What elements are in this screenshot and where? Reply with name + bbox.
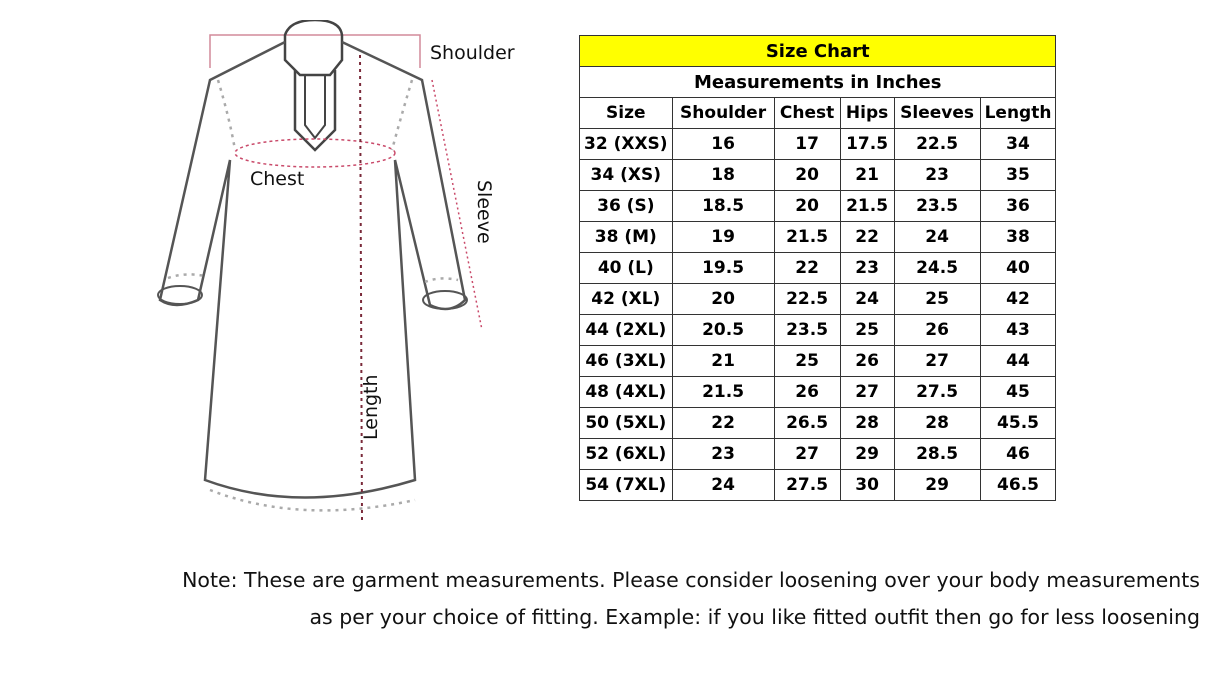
size-chart-table <box>579 35 1056 501</box>
sleeve-label: Sleeve <box>473 180 495 244</box>
measurement-cell: 29 <box>840 439 894 470</box>
size-cell: 48 (4XL) <box>580 377 673 408</box>
fitting-note <box>40 562 1200 636</box>
length-label: Length <box>360 374 382 440</box>
measurement-cell: 22 <box>672 408 774 439</box>
measurement-cell: 43 <box>980 315 1056 346</box>
measurement-cell: 22.5 <box>894 129 980 160</box>
measurement-cell: 20 <box>774 160 840 191</box>
measurement-cell: 17.5 <box>840 129 894 160</box>
measurement-cell: 26 <box>894 315 980 346</box>
size-cell: 54 (7XL) <box>580 470 673 501</box>
column-header: Hips <box>840 98 894 129</box>
note-line-1: Note: These are garment measurements. Please consider loosening over your body measurements <box>182 568 1200 592</box>
measurement-cell: 40 <box>980 253 1056 284</box>
measurement-cell: 44 <box>980 346 1056 377</box>
measurement-cell: 21 <box>672 346 774 377</box>
table-row <box>580 160 1056 191</box>
measurement-cell: 45.5 <box>980 408 1056 439</box>
measurement-cell: 24 <box>840 284 894 315</box>
measurement-cell: 24.5 <box>894 253 980 284</box>
measurement-cell: 38 <box>980 222 1056 253</box>
table-title-row <box>580 36 1056 67</box>
table-title: Size Chart <box>580 36 1056 67</box>
table-row <box>580 253 1056 284</box>
table-row <box>580 222 1056 253</box>
table-row <box>580 377 1056 408</box>
table-row <box>580 408 1056 439</box>
measurement-cell: 34 <box>980 129 1056 160</box>
size-cell: 52 (6XL) <box>580 439 673 470</box>
note-line-2: as per your choice of fitting. Example: if you like fitted outfit then go for less loosening <box>309 605 1200 629</box>
measurement-cell: 23 <box>672 439 774 470</box>
column-header: Chest <box>774 98 840 129</box>
measurement-cell: 28 <box>894 408 980 439</box>
measurement-cell: 18 <box>672 160 774 191</box>
measurement-cell: 23.5 <box>774 315 840 346</box>
measurement-cell: 21 <box>840 160 894 191</box>
measurement-cell: 36 <box>980 191 1056 222</box>
size-cell: 36 (S) <box>580 191 673 222</box>
measurement-cell: 23 <box>840 253 894 284</box>
column-header: Sleeves <box>894 98 980 129</box>
chest-label: Chest <box>250 168 305 190</box>
shoulder-label: Shoulder <box>430 42 515 64</box>
size-cell: 50 (5XL) <box>580 408 673 439</box>
table-row <box>580 284 1056 315</box>
measurement-cell: 20 <box>774 191 840 222</box>
measurement-cell: 46 <box>980 439 1056 470</box>
kurta-measurement-diagram <box>150 20 550 530</box>
measurement-cell: 26.5 <box>774 408 840 439</box>
measurement-cell: 18.5 <box>672 191 774 222</box>
measurement-cell: 16 <box>672 129 774 160</box>
measurement-cell: 19 <box>672 222 774 253</box>
measurement-cell: 21.5 <box>672 377 774 408</box>
measurement-cell: 23 <box>894 160 980 191</box>
measurement-cell: 26 <box>774 377 840 408</box>
size-cell: 34 (XS) <box>580 160 673 191</box>
size-cell: 42 (XL) <box>580 284 673 315</box>
measurement-cell: 21.5 <box>774 222 840 253</box>
measurement-cell: 26 <box>840 346 894 377</box>
column-header: Shoulder <box>672 98 774 129</box>
measurement-cell: 24 <box>894 222 980 253</box>
measurement-cell: 28 <box>840 408 894 439</box>
measurement-cell: 27 <box>894 346 980 377</box>
table-row <box>580 191 1056 222</box>
measurement-cell: 30 <box>840 470 894 501</box>
table-subtitle: Measurements in Inches <box>580 67 1056 98</box>
table-row <box>580 439 1056 470</box>
measurement-cell: 20 <box>672 284 774 315</box>
measurement-cell: 35 <box>980 160 1056 191</box>
measurement-cell: 22 <box>774 253 840 284</box>
measurement-cell: 28.5 <box>894 439 980 470</box>
measurement-cell: 27.5 <box>774 470 840 501</box>
column-header: Length <box>980 98 1056 129</box>
size-cell: 46 (3XL) <box>580 346 673 377</box>
measurement-cell: 19.5 <box>672 253 774 284</box>
size-cell: 44 (2XL) <box>580 315 673 346</box>
table-header-row <box>580 98 1056 129</box>
measurement-cell: 29 <box>894 470 980 501</box>
measurement-cell: 17 <box>774 129 840 160</box>
measurement-cell: 42 <box>980 284 1056 315</box>
table-row <box>580 129 1056 160</box>
table-row <box>580 470 1056 501</box>
measurement-cell: 45 <box>980 377 1056 408</box>
measurement-cell: 27 <box>774 439 840 470</box>
column-header: Size <box>580 98 673 129</box>
measurement-cell: 27 <box>840 377 894 408</box>
measurement-cell: 25 <box>840 315 894 346</box>
size-cell: 32 (XXS) <box>580 129 673 160</box>
measurement-cell: 22.5 <box>774 284 840 315</box>
measurement-cell: 25 <box>894 284 980 315</box>
measurement-cell: 24 <box>672 470 774 501</box>
measurement-cell: 22 <box>840 222 894 253</box>
table-row <box>580 346 1056 377</box>
measurement-cell: 23.5 <box>894 191 980 222</box>
measurement-cell: 20.5 <box>672 315 774 346</box>
table-row <box>580 315 1056 346</box>
measurement-cell: 25 <box>774 346 840 377</box>
table-subtitle-row <box>580 67 1056 98</box>
measurement-cell: 27.5 <box>894 377 980 408</box>
measurement-cell: 46.5 <box>980 470 1056 501</box>
size-cell: 40 (L) <box>580 253 673 284</box>
kurta-outline-illustration <box>150 20 550 530</box>
size-cell: 38 (M) <box>580 222 673 253</box>
measurement-cell: 21.5 <box>840 191 894 222</box>
